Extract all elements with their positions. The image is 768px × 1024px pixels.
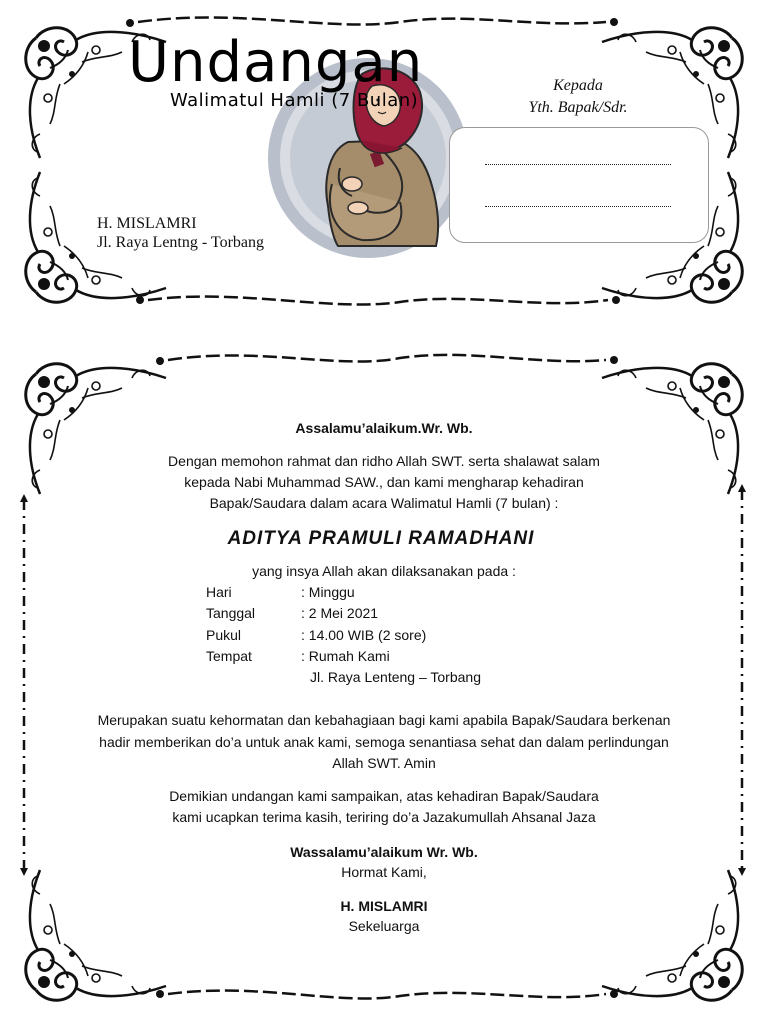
greeting: Assalamu’alaikum.Wr. Wb. xyxy=(295,420,473,436)
detail-label-day: Hari xyxy=(206,584,232,600)
closing-line: kami ucapkan terima kasih, teriring do’a Jazakumullah Ahsanal Jaza xyxy=(172,809,596,825)
intro-line: Dengan memohon rahmat dan ridho Allah SWT. serta shalawat salam xyxy=(168,453,600,469)
recipient-address-line[interactable] xyxy=(485,206,671,207)
detail-value-place: : Rumah Kami xyxy=(301,648,390,664)
detail-value-date: : 2 Mei 2021 xyxy=(301,605,379,621)
recipient-name-line[interactable] xyxy=(485,164,671,165)
intro-line: kepada Nabi Muhammad SAW., dan kami mengharap kehadiran xyxy=(184,474,584,490)
host-name: H. MISLAMRI xyxy=(97,215,197,232)
detail-value-time: : 14.00 WIB (2 sore) xyxy=(301,627,427,643)
detail-label-place: Tempat xyxy=(206,648,252,664)
signer-family: Sekeluarga xyxy=(348,918,420,934)
detail-label-date: Tanggal xyxy=(206,605,256,621)
closing-line: Demikian undangan kami sampaikan, atas kehadiran Bapak/Saudara xyxy=(169,788,599,804)
host-address: Jl. Raya Lentng - Torbang xyxy=(97,234,264,251)
schedule-intro: yang insya Allah akan dilaksanakan pada : xyxy=(252,563,516,579)
child-name: ADITYA PRAMULI RAMADHANI xyxy=(227,528,535,549)
regards: Hormat Kami, xyxy=(341,864,427,880)
detail-value-place-address: Jl. Raya Lenteng – Torbang xyxy=(310,669,481,685)
intro-line: Bapak/Saudara dalam acara Walimatul Hamli (7 bulan) : xyxy=(209,495,559,511)
honor-line: hadir memberikan do’a untuk anak kami, semoga senantiasa sehat dan dalam perlindungan xyxy=(99,734,669,750)
detail-value-day: : Minggu xyxy=(301,584,355,600)
honor-line: Allah SWT. Amin xyxy=(332,755,436,771)
invitation-title: Undangan xyxy=(128,30,424,95)
detail-label-time: Pukul xyxy=(206,627,242,643)
farewell: Wassalamu’alaikum Wr. Wb. xyxy=(290,844,478,860)
signer-name: H. MISLAMRI xyxy=(340,898,428,914)
honor-line: Merupakan suatu kehormatan dan kebahagiaan bagi kami apabila Bapak/Saudara berkenan xyxy=(97,712,671,728)
recipient-salutation: Yth. Bapak/Sdr. xyxy=(528,99,628,116)
recipient-label: Kepada xyxy=(553,77,603,94)
recipient-address-box[interactable] xyxy=(449,127,709,243)
invitation-subtitle: Walimatul Hamli (7 Bulan) xyxy=(170,90,419,111)
